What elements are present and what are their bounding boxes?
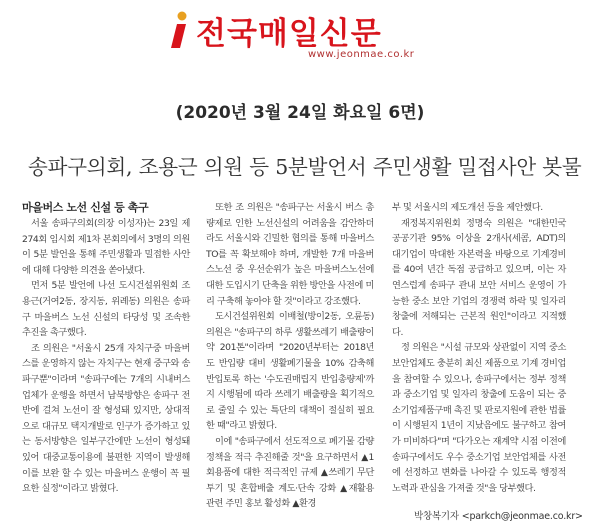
reporter-byline: 박창복기자 <parkch@jeonmae.co.kr>	[414, 511, 583, 522]
paragraph: 먼저 5분 발언에 나선 도시건설위원회 조용근(거여2동, 장지동, 위례동) 의원은 송파구 마을버스 노선 신설의 타당성 및 조속한 추진을 촉구했다.	[22, 280, 190, 339]
italic-i-logo-icon	[168, 10, 190, 50]
paragraph: 조 의원은 "서울시 25개 자치구중 마을버스를 운영하지 않는 자치구는 현재 중구와 송파구뿐"이라며 "송파구에는 7개의 시내버스 업체가 운행을 하면서 남북방향은 송파구 전반에 걸쳐 노선이 잘 형성돼 있지만, 상대적으로 대규모 택지개발로 인구가 증가하고 있는 동서방향은 일부구간에만 노선이 형성돼 있어 대중교통이용에 불편한 지역이 발생해 이를 보완 할 수 있는 마을버스 운행이 꼭 필요한 실정"이라고 밝혔다.	[22, 342, 190, 495]
publication-date: (2020년 3월 24일 화요일 6면)	[175, 103, 425, 123]
article-headline: 송파구의회, 조용근 의원 등 5분발언서 주민생활 밀접사안 봇물	[28, 155, 582, 179]
paragraph: 도시건설위원회 이배철(방이2동, 오륜동) 의원은 "송파구의 하루 생활쓰레기 배출량이 약 201톤"이라며 "2020년부터는 2018년도 반입량 대비 생활폐기물을 10% 감축해 반입토록 하는 '수도권매립지 반입총량제'까지 시행됨에 따라 쓰레기 배출량을 획기적으로 줄일 수 있는 특단의 대책이 절실히 필요한 때"라고 밝혔다.	[206, 311, 374, 432]
article-subhead: 마을버스 노선 신설 등 촉구	[22, 201, 149, 214]
newspaper-name: 전국매일신문	[196, 16, 382, 52]
paragraph: 서울 송파구의회(의장 이성자)는 23일 제274회 임시회 제1차 본회의에서 3명의 의원이 5분 발언을 통해 주민생활과 밀접한 사안에 대해 다양한 의견을 쏟아냈다.	[22, 218, 190, 276]
paragraph: 부 및 서울시의 제도개선 등을 제안했다.	[392, 202, 543, 213]
article-column-2	[206, 200, 374, 512]
article-column-1	[22, 200, 190, 497]
newspaper-url[interactable]: www.jeonmae.co.kr	[308, 49, 415, 60]
article-column-3	[392, 200, 566, 496]
paragraph: 또한 조 의원은 "송파구는 서울시 버스 총량제로 인한 노선신설의 어려움을 감안하더라도 서울시와 긴밀한 협의를 통해 마을버스 TO를 꼭 확보해야 하며, 개발한 7개 마을버스노선 중 우선순위가 높은 마을버스노선에 대한 도입시기 단축을 위한 방안을 사전에 미리 구축해 놓아야 할 것"이라고 강조했다.	[206, 202, 374, 307]
paragraph: 재정복지위원회 정명숙 의원은 "대한민국 공공기관 95% 이상을 2개사(세콤, ADT)의 대기업이 막대한 자본력을 바탕으로 기계경비를 40여 년간 독점 공급하고 있으며, 이는 자연스럽게 송파구 관내 보안 서비스 운영이 가능한 중소 보안 기업의 경쟁력 하락 및 일자리 창출에 저해되는 근본적 원인"이라고 지적했다.	[392, 217, 566, 338]
paragraph: 정 의원은 "시설 규모와 상관없이 지역 중소 보안업체도 충분히 최신 제품으로 기계 경비업을 참여할 수 있으나, 송파구에서는 정부 정책과 중소기업 및 일자리 창출에 도움이 되는 중소기업제품구매 촉진 및 판로지원에 관한 법률이 시행된지 1년이 지났음에도 불구하고 참여가 미비하다"며 "다가오는 재계약 시점 이전에 송파구에서도 우수 중소기업 보안업체를 사전에 선정하고 변화를 나아갈 수 있도록 행정적 노력과 관심을 가져줄 것"을 당부했다.	[392, 342, 566, 494]
masthead	[168, 8, 438, 68]
paragraph: 이에 "송파구에서 선도적으로 폐기물 감량 정책을 적극 추진해줄 것"을 요구하면서 ▲1회용품에 대한 적극적인 규제 ▲쓰레기 무단투기 및 혼합배출 계도·단속 강화 ▲재활용 관련 주민 홍보 활성화 ▲환경	[206, 435, 374, 510]
